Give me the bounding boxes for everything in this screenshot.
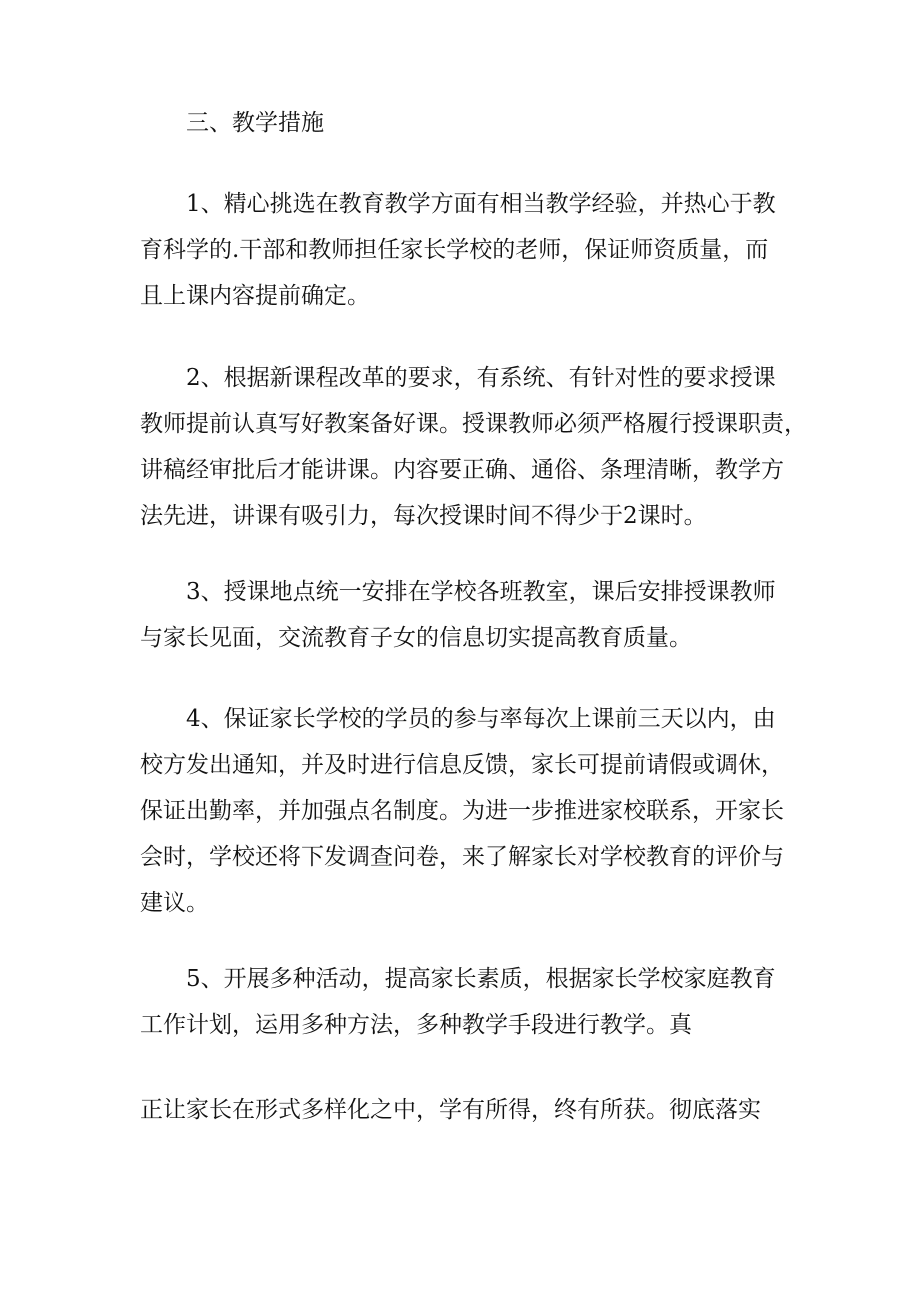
paragraph-4	[140, 696, 790, 926]
paragraph-line: 5、开展多种活动，提高家长素质，根据家长学校家庭教育	[140, 966, 776, 992]
paragraph-line: 法先进，讲课有吸引力，每次授课时间不得少于2课时。	[140, 503, 707, 529]
paragraph-line: 校方发出通知，并及时进行信息反馈，家长可提前请假或调休，	[140, 752, 784, 778]
paragraph-line: 与家长见面，交流教育子女的信息切实提高教育质量。	[140, 625, 692, 651]
section-heading: 三、教学措施	[140, 110, 324, 136]
paragraph-2	[140, 355, 807, 539]
paragraph-line: 教师提前认真写好教案备好课。授课教师必须严格履行授课职责，	[140, 411, 807, 437]
paragraph-line: 工作计划，运用多种方法，多种教学手段进行教学。真	[140, 1012, 692, 1038]
paragraph-line: 育科学的.干部和教师担任家长学校的老师，保证师资质量，而	[140, 237, 769, 263]
paragraph-line: 建议。	[140, 890, 209, 916]
paragraph-line: 讲稿经审批后才能讲课。内容要正确、通俗、条理清晰，教学方	[140, 457, 784, 483]
paragraph-6	[140, 1087, 790, 1133]
paragraph-line: 保证出勤率，并加强点名制度。为进一步推进家校联系，开家长	[140, 798, 784, 824]
paragraph-line: 2、根据新课程改革的要求，有系统、有针对性的要求授课	[140, 365, 776, 391]
paragraph-3	[140, 569, 790, 661]
paragraph-line: 4、保证家长学校的学员的参与率每次上课前三天以内，由	[140, 706, 776, 732]
paragraph-line: 且上课内容提前确定。	[140, 283, 370, 309]
paragraph-line: 正让家长在形式多样化之中，学有所得，终有所获。彻底落实	[140, 1097, 761, 1123]
paragraph-1	[140, 181, 790, 319]
paragraph-line: 会时，学校还将下发调查问卷，来了解家长对学校教育的评价与	[140, 844, 784, 870]
paragraph-line: 1、精心挑选在教育教学方面有相当教学经验，并热心于教	[140, 191, 776, 217]
paragraph-line: 3、授课地点统一安排在学校各班教室，课后安排授课教师	[140, 579, 776, 605]
paragraph-5	[140, 956, 790, 1048]
